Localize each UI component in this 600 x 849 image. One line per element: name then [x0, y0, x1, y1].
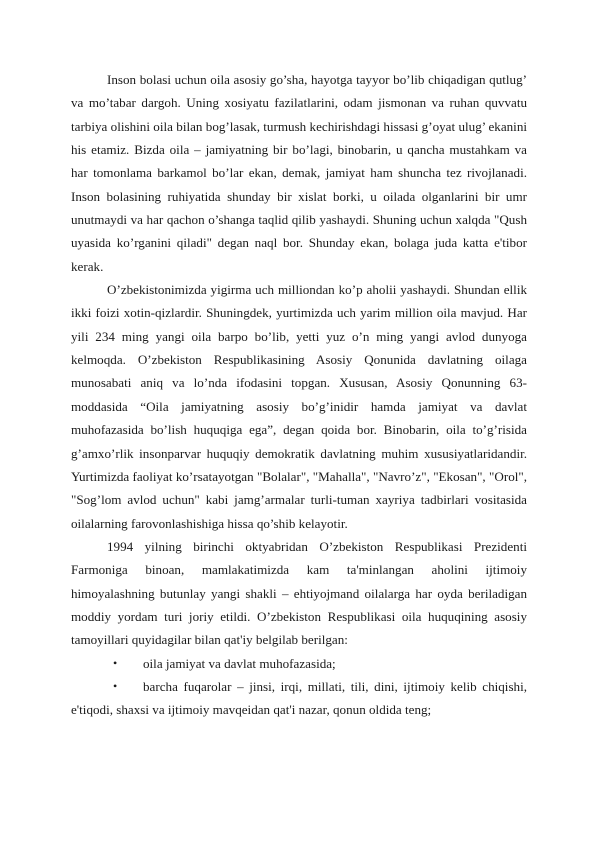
bullet-icon: • — [113, 678, 118, 693]
bullet-item-1 — [71, 652, 527, 675]
bullet-text: barcha fuqarolar – jinsi, irqi, millati, tili, dini, ijtimoiy kelib chiqishi, e'tiqodi, shaxsi va ijtimoiy mavqeidan qat'i nazar, qonun oldida teng; — [71, 678, 527, 718]
paragraph-3: 1994 yilning birinchi oktyabridan O’zbekiston Respublikasi Prezidenti Farmoniga binoan, mamlakatimizda kam ta'minlangan aholini ijtimoiy himoyalashning butunlay yangi shakli – ehtiyojmand oilalarga har oyda beriladigan moddiy yordam turi joriy etildi. O’zbekiston Respublikasi oila huquqining asosiy tamoyillari quyidagilar bilan qat'iy belgilab berilgan: — [71, 538, 527, 648]
bullet-item-2 — [71, 675, 527, 722]
paragraph-1: Inson bolasi uchun oila asosiy go’sha, hayotga tayyor bo’lib chiqadigan qutlug’ va mo’tabar dargoh. Uning xosiyatu fazilatlarini, odam jismonan va ruhan quvvatu tarbiya olishini oila bilan bog’lasak, turmush kechirishdagi hissasi g’oyat ulug’ ekanini his etamiz. Bizda oila – jamiyatning bir bo’lagi, binobarin, u qancha mustahkam va har tomonlama barkamol bo’lar ekan, demak, jamiyat ham shuncha tez rivojlanadi. Inson bolasining ruhiyatida shunday bir xislat borki, u oilada olganlarini bir umr unutmaydi va har qachon o’shanga taqlid qilib yashaydi. Shuning uchun xalqda "Qush uyasida ko’rganini qiladi" degan naql bor. Shunday ekan, bolaga juda katta e'tibor kerak. — [71, 72, 527, 274]
body-text — [71, 68, 527, 722]
paragraph-2: O’zbekistonimizda yigirma uch milliondan ko’p aholii yashaydi. Shundan ellik ikki foizi xotin-qizlardir. Shuningdek, yurtimizda uch yarim million oila mavjud. Har yili 234 ming yangi oila barpo bo’lib, yetti yuz o’n ming yangi avlod dunyoga kelmoqda. O’zbekiston Respublikasining Asosiy Qonunida davlatning oilaga munosabati aniq va lo’nda ifodasini topgan. Xususan, Asosiy Qonunning 63-moddasida “Oila jamiyatning asosiy bo’g’inidir hamda jamiyat va davlat muhofazasida bo’lish huquqiga ega”, degan qoida bor. Binobarin, oila to’g’risida g’amxo’rlik insonparvar huquqiy demokratik davlatning muhim xususiyatlaridandir. Yurtimizda faoliyat ko’rsatayotgan "Bolalar", "Mahalla", "Navro’z", "Ekosan", "Orol", "Sog’lom avlod uchun" kabi jamg’armalar turli-tuman xayriya tadbirlari vositasida oilalarning farovonlashishiga hissa qo’shib kelayotir. — [71, 282, 527, 531]
bullet-text: oila jamiyat va davlat muhofazasida; — [143, 655, 336, 671]
bullet-icon: • — [113, 655, 118, 670]
